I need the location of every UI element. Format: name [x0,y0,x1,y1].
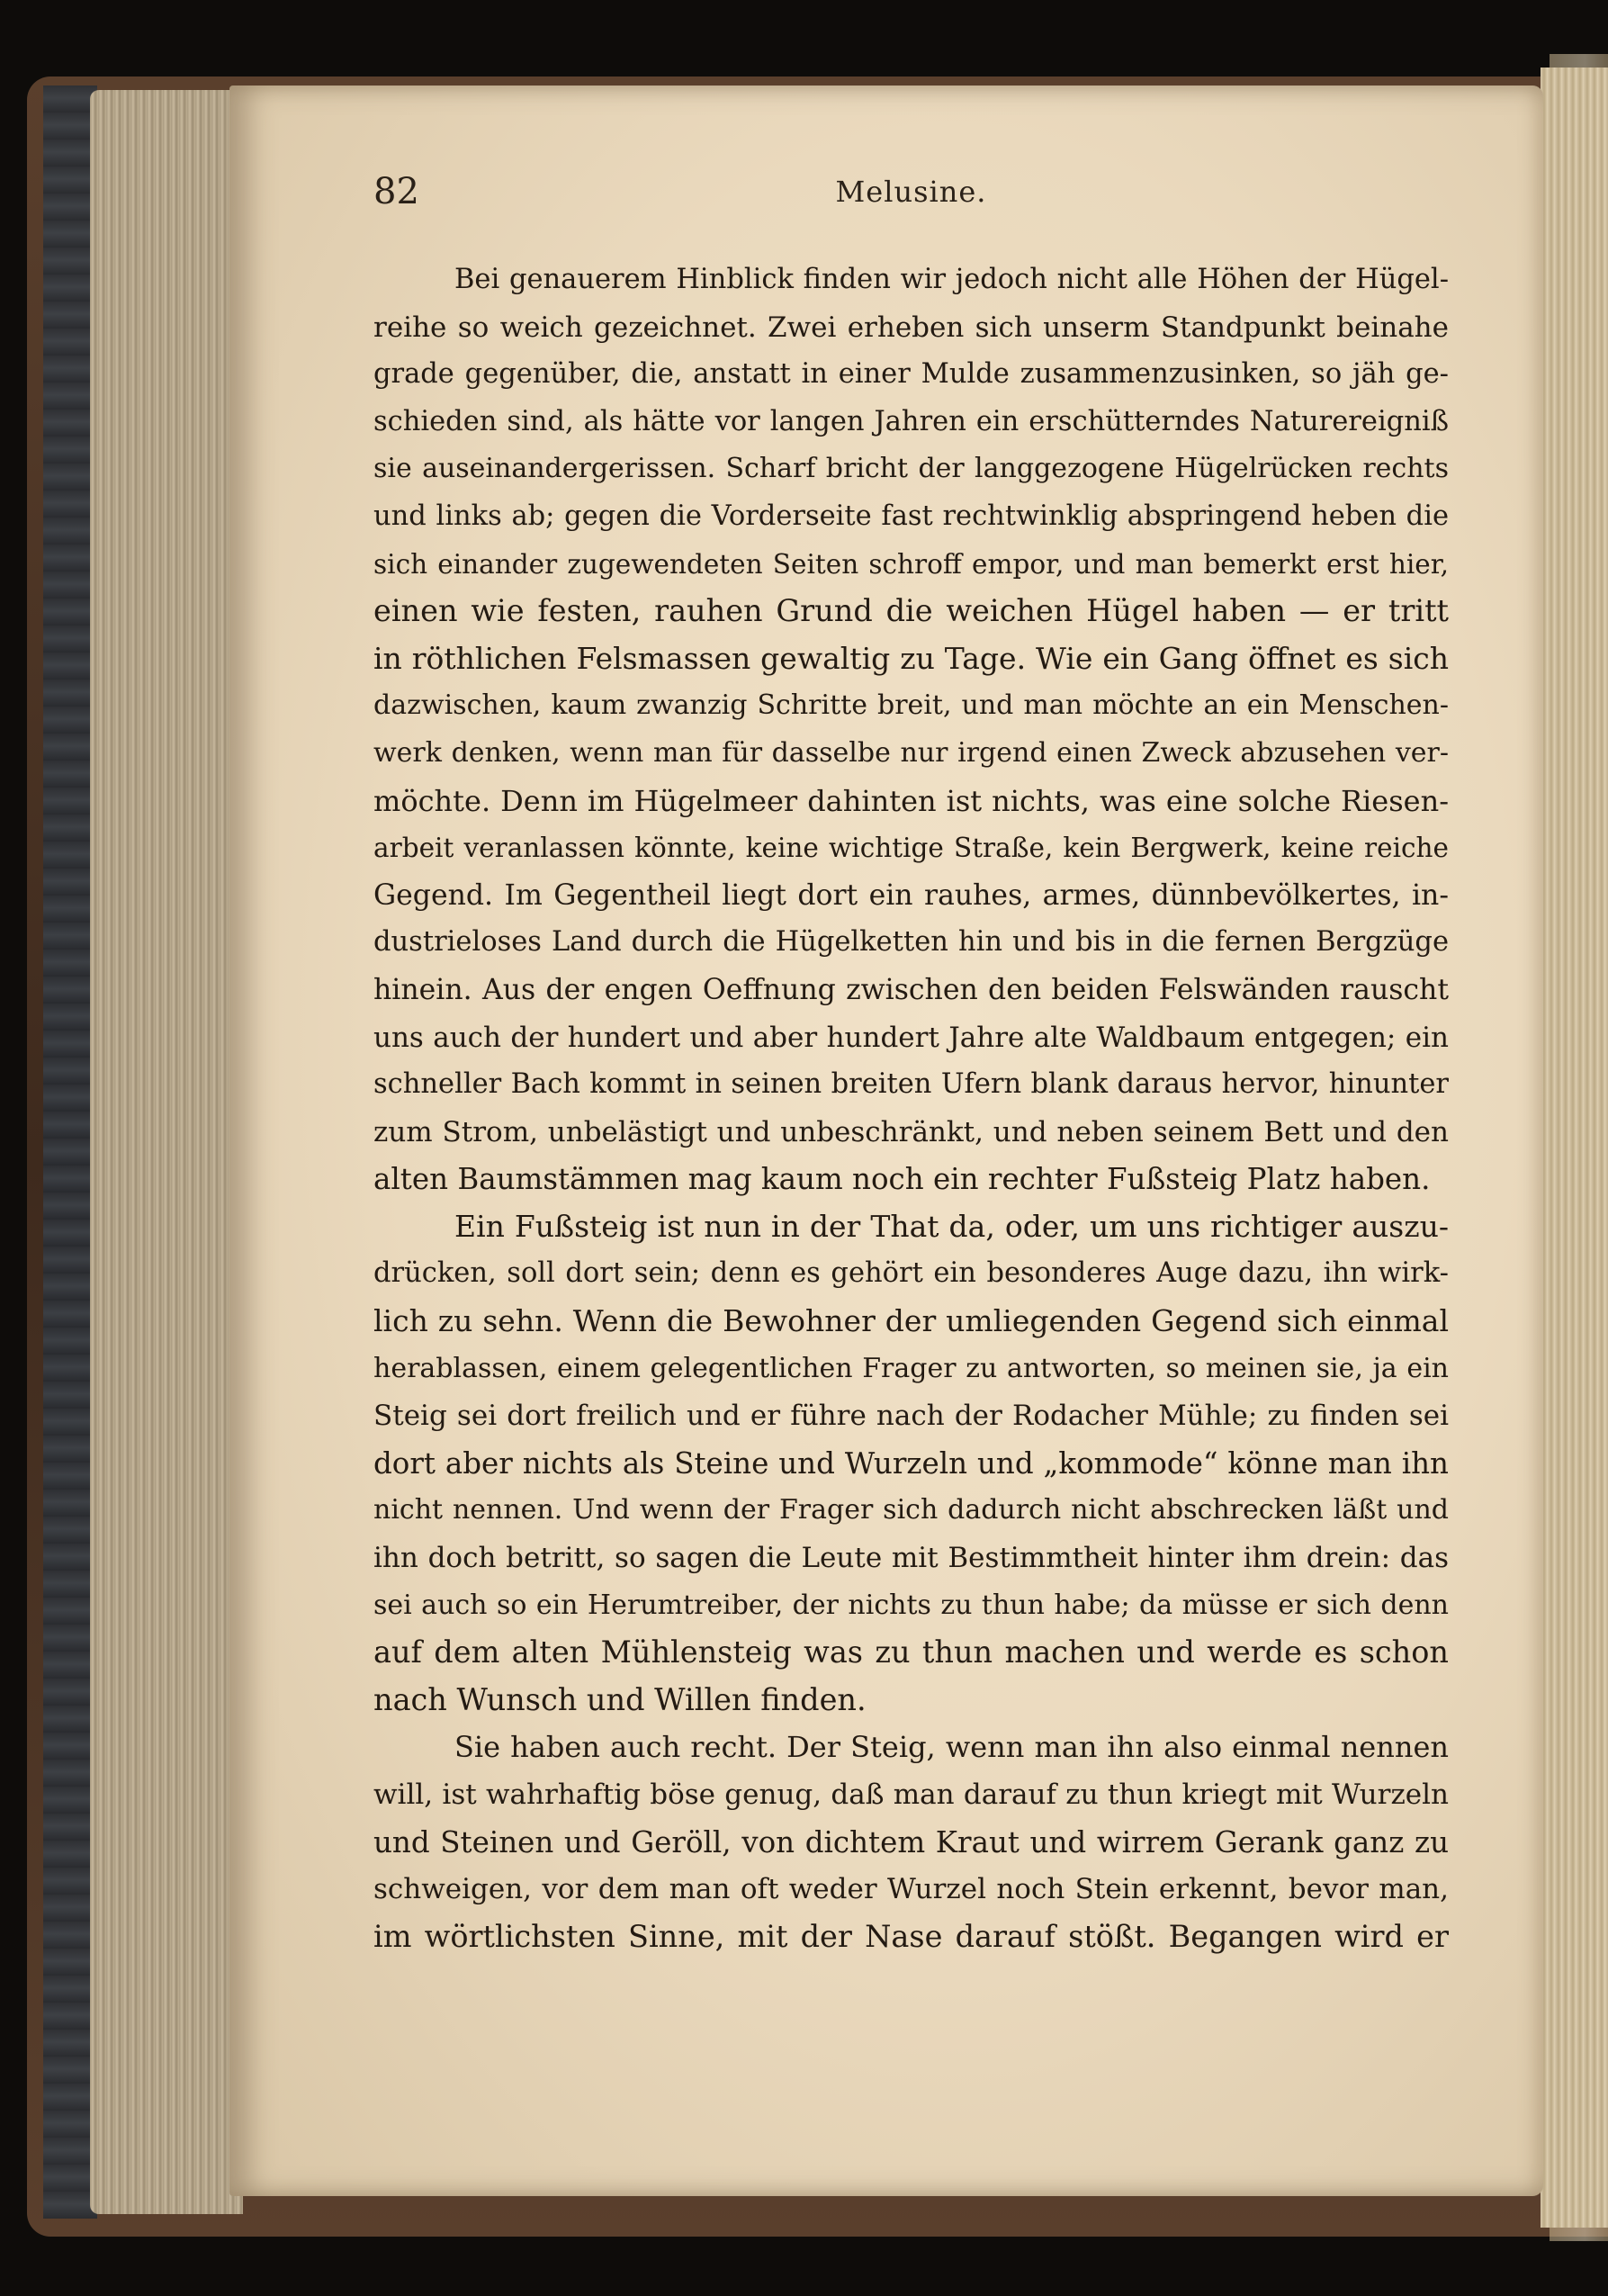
text-line: hinein. Aus der engen Oeffnung zwischen den beiden Felswänden rauscht [373,973,1449,1006]
text-line: zum Strom, unbelästigt und unbeschränkt, und neben seinem Bett und den [373,1115,1449,1148]
text-line: werk denken, wenn man für dasselbe nur irgend einen Zweck abzusehen ver- [373,736,1449,769]
text-line: und Steinen und Geröll, von dichtem Kraut und wirrem Gerank ganz zu [373,1824,1449,1859]
text-line: schieden sind, als hätte vor langen Jahren ein erschütterndes Naturereigniß [373,405,1449,437]
text-line: grade gegenüber, die, anstatt in einer Mulde zusammenzusinken, so jäh ge- [373,358,1449,391]
book-spine [43,86,97,2219]
text-line: ihn doch betritt, so sagen die Leute mit Bestimmtheit hinter ihm drein: das [373,1542,1449,1575]
running-title: Melusine. [835,175,987,209]
text-line: will, ist wahrhaftig böse genug, daß man darauf zu thun kriegt mit Wurzeln [373,1778,1449,1811]
text-line: sei auch so ein Herumtreiber, der nichts zu thun habe; da müsse er sich denn [373,1589,1449,1621]
text-line: schneller Bach kommt in seinen breiten Ufern blank daraus hervor, hinunter [373,1068,1449,1101]
text-line: Steig sei dort freilich und er führe nach der Rodacher Mühle; zu finden sei [373,1400,1449,1433]
text-line: in röthlichen Felsmassen gewaltig zu Tage. Wie ein Gang öffnet es sich [373,640,1449,676]
text-line: Sie haben auch recht. Der Steig, wenn man ihn also einmal nennen [454,1730,1449,1765]
text-line: dort aber nichts als Steine und Wurzeln und „kommode“ könne man ihn [373,1445,1449,1481]
text-line: dazwischen, kaum zwanzig Schritte breit, und man möchte an ein Menschen- [373,689,1449,722]
page-header [373,171,1449,225]
text-line: lich zu sehn. Wenn die Bewohner der umliegenden Gegend sich einmal [373,1303,1449,1339]
text-line: möchte. Denn im Hügelmeer dahinten ist nichts, was eine solche Riesen- [373,783,1449,818]
text-line: drücken, soll dort sein; denn es gehört ein besonderes Auge dazu, ihn wirk- [373,1257,1449,1290]
text-line: nach Wunsch und Willen finden. [373,1681,867,1717]
text-line: nicht nennen. Und wenn der Frager sich dadurch nicht abschrecken läßt und [373,1494,1449,1526]
text-line: Ein Fußsteig ist nun in der That da, oder, um uns richtiger auszu- [454,1208,1449,1244]
text-line: dustrieloses Land durch die Hügelketten hin und bis in die fernen Bergzüge [373,926,1449,959]
text-line: schweigen, vor dem man oft weder Wurzel noch Stein erkennt, bevor man, [373,1873,1449,1906]
text-line: im wörtlichsten Sinne, mit der Nase darauf stößt. Begangen wird er [373,1918,1449,1954]
text-line: und links ab; gegen die Vorderseite fast rechtwinklig abspringend heben die [373,500,1449,532]
text-line: einen wie festen, rauhen Grund die weichen Hügel haben — er tritt [373,593,1449,629]
text-line: Bei genauerem Hinblick finden wir jedoch nicht alle Höhen der Hügel- [454,264,1449,295]
text-line: arbeit veranlassen könnte, keine wichtige Straße, kein Bergwerk, keine reiche [373,833,1449,864]
body-text [373,257,1449,1960]
text-line: sie auseinandergerissen. Scharf bricht der langgezogene Hügelrücken rechts [373,453,1449,485]
text-line: alten Baumstämmen mag kaum noch ein rechter Fußsteig Platz haben. [373,1162,1431,1197]
page-number: 82 [373,171,419,212]
text-line: herablassen, einem gelegentlichen Frager zu antworten, so meinen sie, ja ein [373,1352,1449,1384]
text-line: Gegend. Im Gegentheil liegt dort ein rauhes, armes, dünnbevölkertes, in- [373,878,1449,912]
page-edges-right [1541,68,1608,2228]
page-edges-left [90,90,243,2214]
text-line: uns auch der hundert und aber hundert Jahre alte Waldbaum entgegen; ein [373,1021,1449,1054]
text-line: reihe so weich gezeichnet. Zwei erheben sich unserm Standpunkt beinahe [373,311,1449,344]
text-line: auf dem alten Mühlensteig was zu thun machen und werde es schon [373,1634,1449,1670]
text-line: sich einander zugewendeten Seiten schroff empor, und man bemerkt erst hier, [373,548,1449,580]
